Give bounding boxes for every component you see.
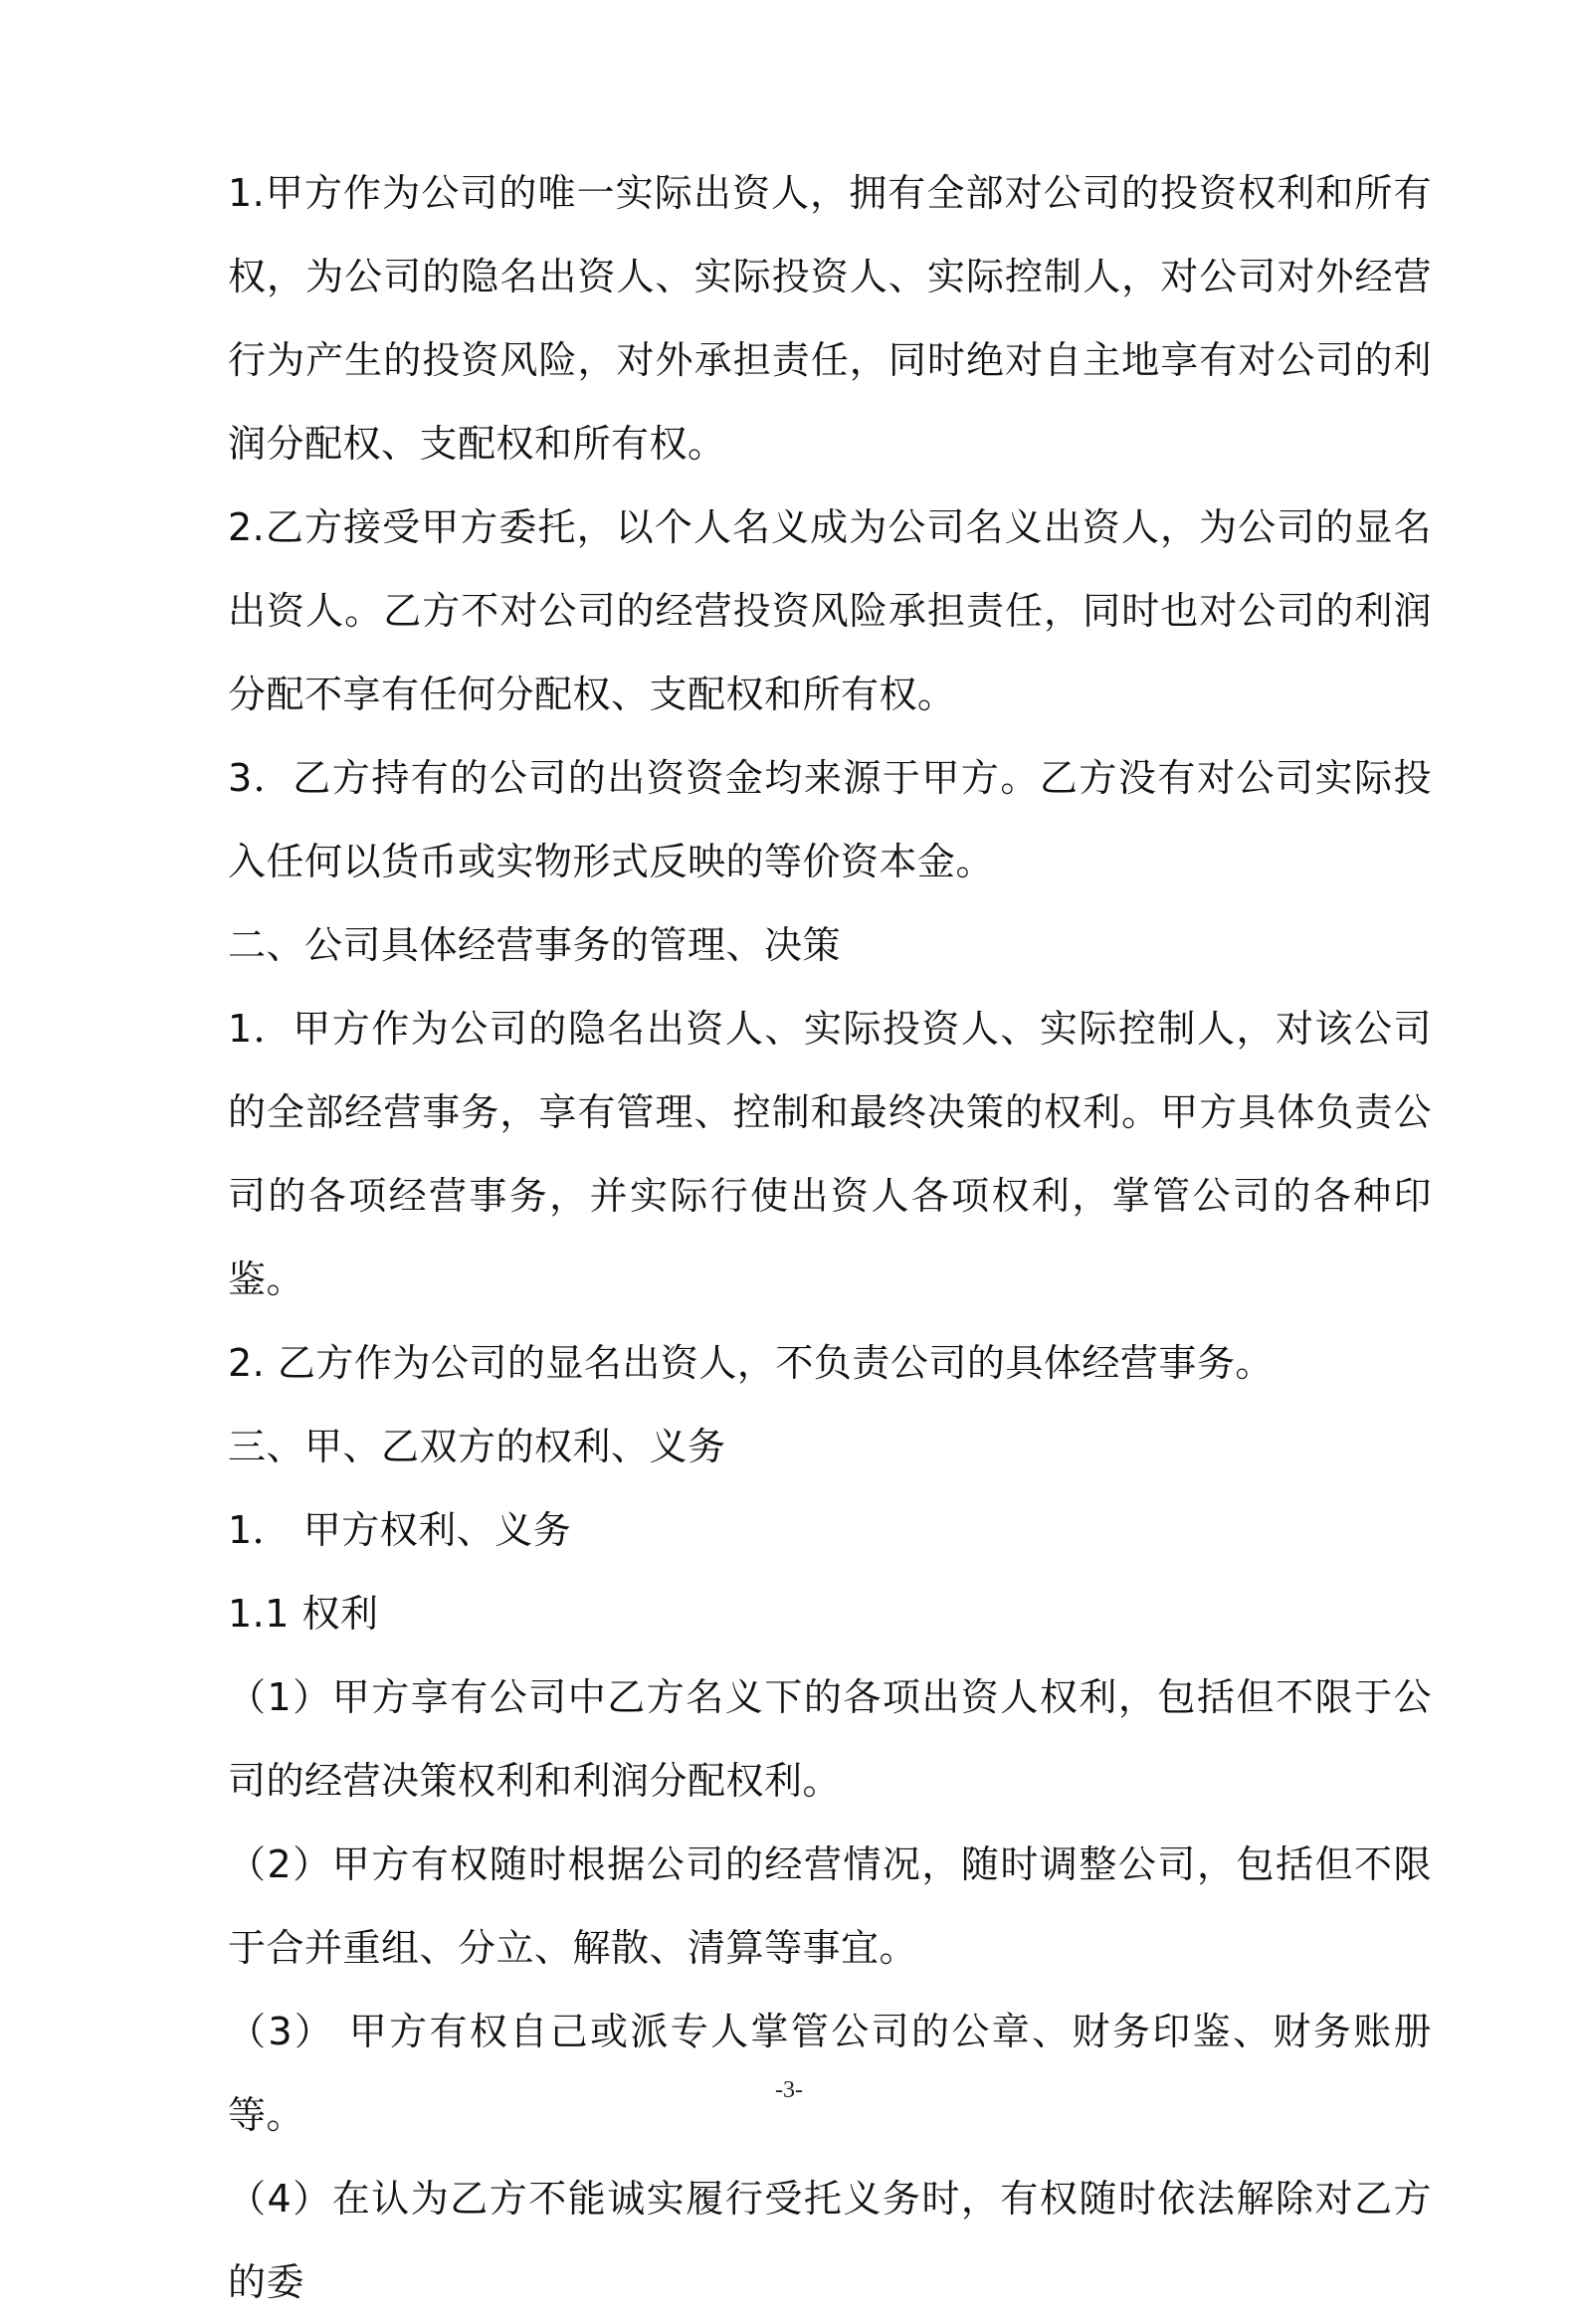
document-body <box>228 151 1432 2324</box>
rights-item-2: （2）甲方有权随时根据公司的经营情况，随时调整公司，包括但不限于合并重组、分立、解散、清算等事宜。 <box>228 1842 1432 1970</box>
rights-item-4: （4）在认为乙方不能诚实履行受托义务时，有权随时依法解除对乙方的委 <box>228 2177 1432 2304</box>
subheading-party-a: 1． 甲方权利、义务 <box>228 1508 572 1552</box>
page-number: -3- <box>775 2077 803 2103</box>
paragraph-management-1: 1．甲方作为公司的隐名出资人、实际投资人、实际控制人，对该公司的全部经营事务，享有管理、控制和最终决策的权利。甲方具体负责公司的各项经营事务，并实际行使出资人各项权利，掌管公司的各种印鉴。 <box>228 1007 1432 1301</box>
paragraph-3-capital-source: 3．乙方持有的公司的出资资金均来源于甲方。乙方没有对公司实际投入任何以货币或实物形式反映的等价资本金。 <box>228 756 1432 883</box>
section-heading-rights-obligations: 三、甲、乙双方的权利、义务 <box>228 1425 726 1468</box>
rights-item-3: （3） 甲方有权自己或派专人掌管公司的公章、财务印鉴、财务账册等。 <box>228 2010 1432 2137</box>
paragraph-management-2: 2. 乙方作为公司的显名出资人，不负责公司的具体经营事务。 <box>228 1341 1274 1385</box>
paragraph-1-sole-investor: 1.甲方作为公司的唯一实际出资人，拥有全部对公司的投资权利和所有权，为公司的隐名出资人、实际投资人、实际控制人，对公司对外经营行为产生的投资风险，对外承担责任，同时绝对自主地享有对公司的利润分配权、支配权和所有权。 <box>228 171 1432 466</box>
rights-item-1: （1）甲方享有公司中乙方名义下的各项出资人权利，包括但不限于公司的经营决策权利和利润分配权利。 <box>228 1675 1432 1803</box>
section-heading-management: 二、公司具体经营事务的管理、决策 <box>228 923 842 967</box>
subheading-rights: 1.1 权利 <box>228 1592 379 1636</box>
paragraph-2-nominal-investor: 2.乙方接受甲方委托，以个人名义成为公司名义出资人，为公司的显名出资人。乙方不对公司的经营投资风险承担责任，同时也对公司的利润分配不享有任何分配权、支配权和所有权。 <box>228 505 1432 716</box>
